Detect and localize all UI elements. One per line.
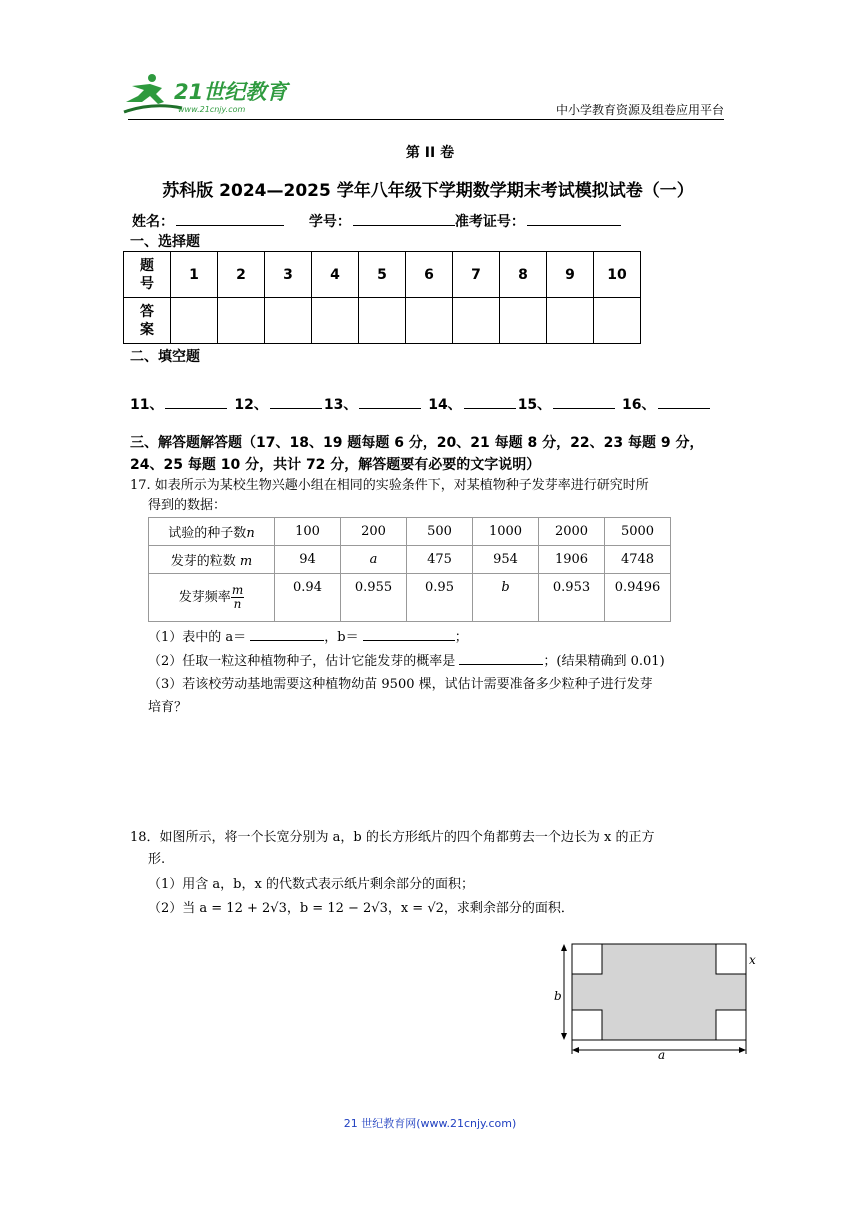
label-a: a	[658, 1048, 666, 1060]
q18-stem-2: 形.	[148, 852, 166, 867]
logo-url: www.21cnjy.com	[178, 105, 246, 114]
label-x: x	[749, 953, 756, 967]
b-dimension-arrow	[561, 944, 567, 1040]
header-divider	[128, 119, 724, 120]
table-cell: 200	[341, 518, 407, 546]
number-cell: 6	[406, 252, 453, 298]
rectangle-figure	[552, 940, 768, 1060]
fill-item: 16、	[622, 397, 656, 413]
blank-line	[459, 651, 543, 665]
id-label: 学号：	[308, 214, 351, 230]
row-label	[149, 518, 275, 546]
blank-line	[359, 394, 421, 409]
table-cell: 954	[473, 546, 539, 574]
answer-cell	[171, 298, 218, 344]
table-row	[124, 252, 641, 298]
corner-square	[716, 1010, 746, 1040]
sub2-text: （2）任取一粒这种植物种子，估计它能发芽的概率是	[148, 654, 456, 669]
id-blank	[353, 211, 455, 226]
q17-data-table	[148, 517, 671, 622]
blank-line	[658, 394, 710, 409]
table-row	[149, 546, 671, 574]
section-fill: 二、填空题	[130, 349, 200, 365]
corner-square	[572, 1010, 602, 1040]
label-text: 试验的种子数	[168, 526, 247, 541]
q17-sub3-2: 培育？	[148, 700, 188, 715]
answer-cell	[594, 298, 641, 344]
table-cell: 94	[275, 546, 341, 574]
numerator: m	[231, 583, 244, 597]
fill-blanks	[130, 394, 712, 414]
blank-line	[270, 394, 322, 409]
exam-no-label: 准考证号：	[454, 214, 525, 230]
number-cell: 10	[594, 252, 641, 298]
q18-stem-1: 18．如图所示，将一个长宽分别为 a，b 的长方形纸片的四个角都剪去一个边长为 x 的正方	[130, 830, 655, 845]
denominator: n	[233, 597, 242, 611]
row-label	[149, 546, 275, 574]
number-cell: 8	[500, 252, 547, 298]
table-row	[124, 298, 641, 344]
table-cell: a	[341, 546, 407, 574]
answer-cell	[453, 298, 500, 344]
answer-cell	[500, 298, 547, 344]
table-cell: 0.953	[539, 574, 605, 622]
q17-sub3-1: （3）若该校劳动基地需要这种植物幼苗 9500 棵，试估计需要准备多少粒种子进行发芽	[148, 677, 653, 692]
fill-item: 13、	[323, 397, 358, 413]
logo-text: 21世纪教育	[174, 80, 288, 104]
table-cell: 5000	[605, 518, 671, 546]
footer: 21 世纪教育网(www.21cnjy.com)	[343, 1117, 517, 1130]
answer-cell	[547, 298, 594, 344]
table-cell: b	[473, 574, 539, 622]
answer-cell	[359, 298, 406, 344]
table-cell: 0.955	[341, 574, 407, 622]
table-cell: 4748	[605, 546, 671, 574]
table-cell: 0.94	[275, 574, 341, 622]
blank-line	[363, 627, 455, 641]
number-cell: 4	[312, 252, 359, 298]
table-row	[149, 518, 671, 546]
blank-line	[464, 394, 516, 409]
row-header: 题号	[140, 257, 154, 292]
name-label: 姓名：	[132, 214, 174, 230]
q17-sub1	[148, 626, 468, 645]
exam-no-blank	[527, 211, 621, 226]
label-text: 发芽频率	[178, 590, 231, 605]
sub1-end: ；	[454, 630, 468, 645]
table-cell: 1906	[539, 546, 605, 574]
number-cell: 5	[359, 252, 406, 298]
fill-item: 14、	[428, 397, 462, 413]
fill-item: 15、	[517, 397, 552, 413]
answer-cell	[312, 298, 359, 344]
label-text: 发芽的粒数	[170, 554, 236, 569]
number-cell: 9	[547, 252, 594, 298]
row-header: 答案	[140, 303, 154, 338]
fill-item: 12、	[234, 397, 268, 413]
corner-square	[716, 944, 746, 974]
label-var: n	[246, 526, 255, 541]
table-cell: 1000	[473, 518, 539, 546]
sub1-a-label: （1）表中的 a＝	[148, 630, 247, 645]
q17-sub2	[148, 650, 665, 669]
blank-line	[165, 394, 227, 409]
fill-item: 11、	[130, 397, 164, 413]
volume-label: 第 II 卷	[405, 145, 455, 161]
table-cell: 475	[407, 546, 473, 574]
logo	[122, 72, 292, 118]
label-var: m	[239, 554, 253, 569]
answer-cell	[218, 298, 265, 344]
q18-sub2: （2）当 a = 12 + 2√3，b = 12 − 2√3，x = √2，求剩余部分的面积．	[148, 901, 574, 916]
table-cell: 100	[275, 518, 341, 546]
table-row	[149, 574, 671, 622]
table-cell: 0.9496	[605, 574, 671, 622]
header-cell	[124, 252, 171, 298]
platform-label: 中小学教育资源及组卷应用平台	[555, 103, 724, 117]
table-cell: 2000	[539, 518, 605, 546]
section-choice: 一、选择题	[130, 234, 200, 250]
table-cell: 500	[407, 518, 473, 546]
label-b: b	[554, 989, 562, 1003]
number-cell: 2	[218, 252, 265, 298]
answer-cell	[265, 298, 312, 344]
answer-table	[123, 251, 641, 344]
number-cell: 7	[453, 252, 500, 298]
q17-stem-1: 17. 如表所示为某校生物兴趣小组在相同的实验条件下，对某植物种子发芽率进行研究时所	[130, 478, 649, 493]
name-blank	[176, 211, 284, 226]
q17-stem-2: 得到的数据：	[148, 498, 227, 513]
sub2-end: ；(结果精确到 0.01)	[543, 654, 665, 669]
blank-line	[250, 627, 324, 641]
number-cell: 3	[265, 252, 312, 298]
answer-cell	[406, 298, 453, 344]
sub1-b-label: ，b＝	[324, 630, 359, 645]
row-label	[149, 574, 275, 622]
corner-square	[572, 944, 602, 974]
page-title: 苏科版 2024—2025 学年八年级下学期数学期末考试模拟试卷（一）	[162, 181, 694, 201]
section-solve: 三、解答题解答题（17、18、19 题每题 6 分，20、21 每题 8 分，22、23 每题 9 分，24、25 每题 10 分，共计 72 分，解答题要有必要的文字说明）	[130, 435, 704, 473]
blank-line	[553, 394, 615, 409]
number-cell: 1	[171, 252, 218, 298]
header-cell	[124, 298, 171, 344]
table-cell: 0.95	[407, 574, 473, 622]
q18-sub1: （1）用含 a，b，x 的代数式表示纸片剩余部分的面积；	[148, 877, 474, 892]
student-info	[132, 211, 631, 231]
fraction	[231, 584, 244, 611]
